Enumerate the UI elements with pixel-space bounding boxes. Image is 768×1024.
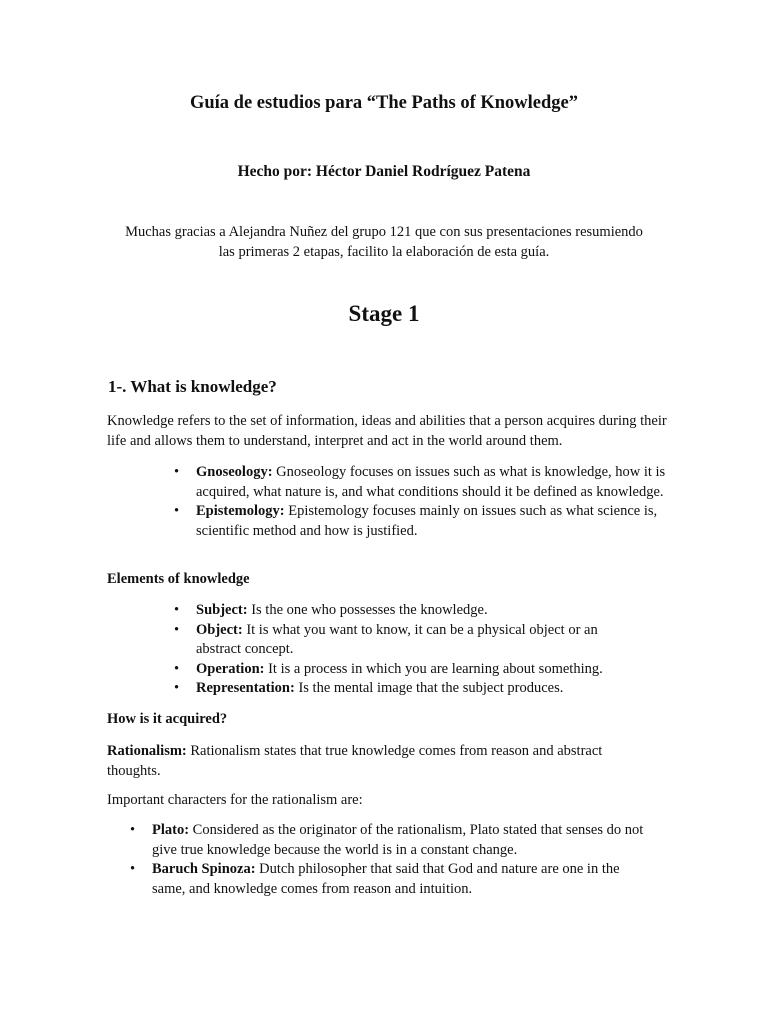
characters-list — [130, 821, 644, 899]
list-item — [174, 601, 636, 621]
definition-object: It is what you want to know, it can be a physical object or an abstract concept. — [196, 621, 598, 657]
list-item — [130, 860, 644, 899]
list-item — [174, 660, 636, 680]
definition-operation: It is a process in which you are learning about something. — [264, 660, 603, 677]
term-epistemology: Epistemology: — [196, 503, 285, 519]
acknowledgement — [0, 222, 768, 262]
acquired-heading: How is it acquired? — [107, 711, 228, 727]
elements-list — [174, 601, 636, 699]
bullet-icon: • — [130, 822, 136, 838]
definition-epistemology: Epistemology focuses mainly on issues such as what science is, scientific method and how is justified. — [196, 503, 658, 539]
bullet-icon: • — [174, 680, 180, 696]
term-representation: Representation: — [196, 680, 295, 696]
list-item — [174, 679, 636, 699]
term-plato: Plato: — [152, 822, 190, 838]
bullet-icon: • — [174, 464, 180, 480]
definition-list — [174, 463, 666, 541]
definition-subject: Is the one who possesses the knowledge. — [247, 602, 488, 618]
term-operation: Operation: — [196, 660, 265, 677]
section-heading: 1-. What is knowledge? — [108, 377, 277, 396]
stage-heading: Stage 1 — [348, 301, 420, 326]
bullet-icon: • — [174, 660, 180, 677]
bullet-icon: • — [130, 861, 136, 877]
definition-plato: Considered as the originator of the rationalism, Plato stated that senses do not give true knowledge because the world is in a constant change. — [152, 822, 644, 858]
definition-spinoza: Dutch philosopher that said that God and nature are one in the same, and knowledge comes from reason and intuition. — [152, 861, 620, 897]
elements-heading: Elements of knowledge — [107, 571, 250, 587]
definition-gnoseology: Gnoseology focuses on issues such as what is knowledge, how it is acquired, what nature is, and what conditions should it be defined as knowledge. — [196, 464, 666, 500]
bullet-icon: • — [174, 602, 180, 618]
bullet-icon: • — [174, 503, 180, 519]
term-object: Object: — [196, 621, 243, 638]
term-spinoza: Baruch Spinoza: — [152, 861, 256, 877]
definition-rationalism: Rationalism states that true knowledge comes from reason and abstract thoughts. — [107, 743, 603, 779]
term-subject: Subject: — [196, 602, 248, 618]
acknowledgement-line-1: Muchas gracias a Alejandra Nuñez del grupo 121 que con sus presentaciones resumiendo — [125, 224, 643, 240]
list-item — [130, 821, 644, 860]
term-gnoseology: Gnoseology: — [196, 464, 273, 480]
acknowledgement-line-2: las primeras 2 etapas, facilito la elaboración de esta guía. — [218, 244, 550, 260]
list-item — [174, 502, 666, 541]
list-item — [174, 463, 666, 502]
definition-representation: Is the mental image that the subject produces. — [294, 680, 564, 696]
list-item — [174, 621, 636, 660]
characters-intro: Important characters for the rationalism are: — [107, 792, 363, 808]
author-line: Hecho por: Héctor Daniel Rodríguez Patena — [237, 163, 531, 180]
document-title: Guía de estudios para “The Paths of Knowledge” — [189, 93, 579, 113]
bullet-icon: • — [174, 621, 180, 638]
rationalism-paragraph — [107, 742, 627, 781]
term-rationalism: Rationalism: — [107, 743, 187, 759]
intro-paragraph: Knowledge refers to the set of information, ideas and abilities that a person acquires during their life and allows them to understand, interpret and act in the world around them. — [107, 413, 667, 449]
